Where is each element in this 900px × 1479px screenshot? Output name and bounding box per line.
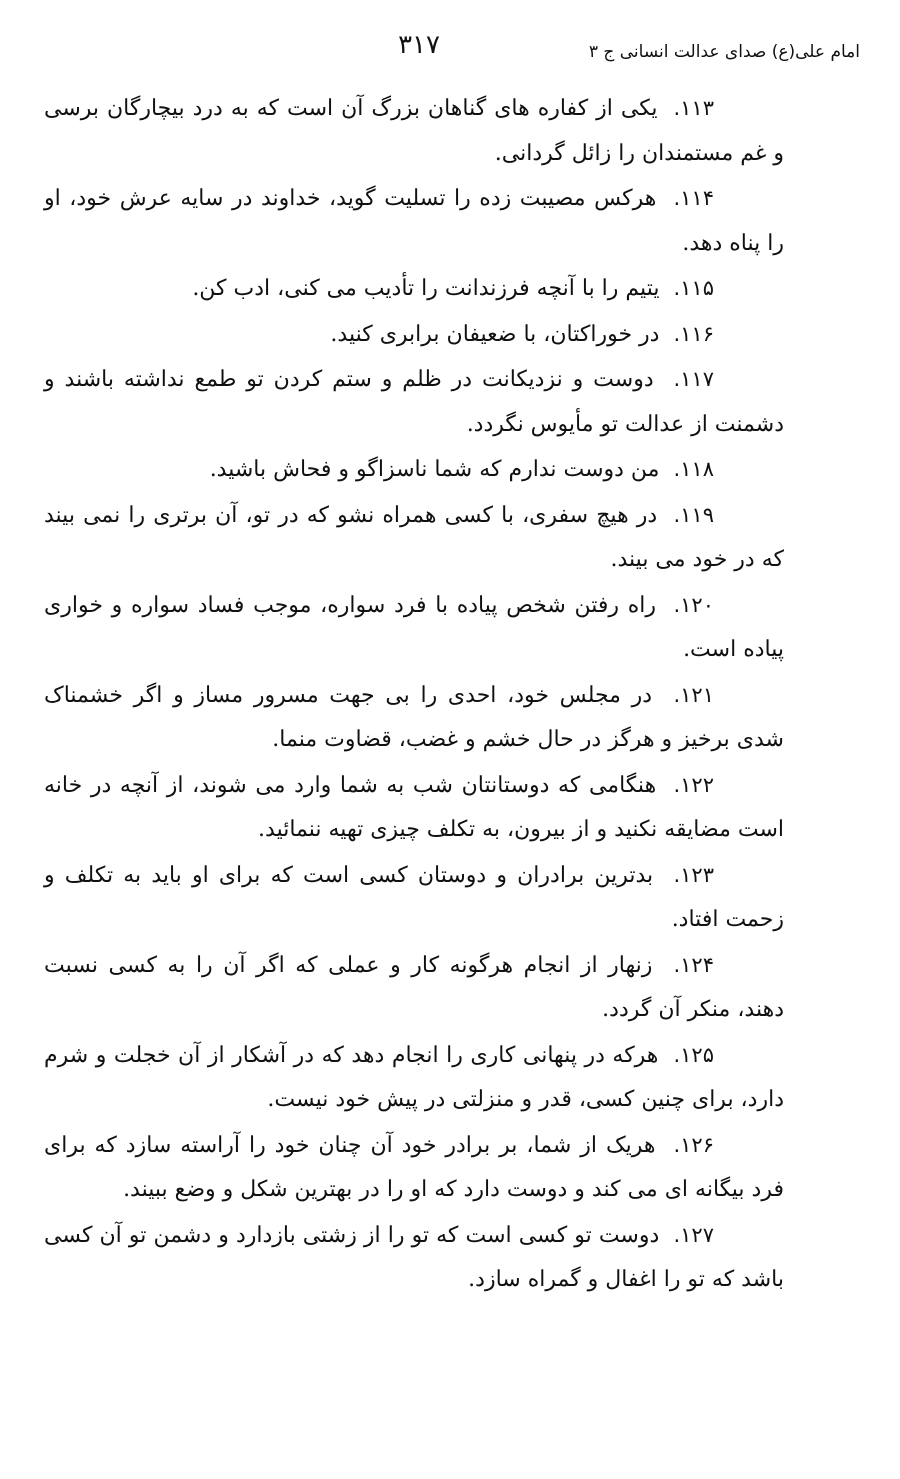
item-text: یتیم را با آنچه فرزندانت را تأدیب می کنی، ادب کن. (192, 276, 660, 301)
saying-115 (44, 266, 784, 312)
item-number: ۱۱۹. (673, 502, 714, 527)
item-number: ۱۱۷. (673, 367, 714, 391)
page-body (44, 86, 784, 1303)
saying-121 (44, 673, 784, 763)
item-text: زنهار از انجام هرگونه کار و عملی که اگر آن را به کسی نسبت دهند، منکر آن گردد. (44, 952, 784, 1022)
item-number: ۱۲۷. (673, 1222, 714, 1247)
item-number: ۱۲۶. (673, 1132, 714, 1157)
item-text: هنگامی که دوستانتان شب به شما وارد می شوند، از آنچه در خانه است مضایقه نکنید و از بیرون، به تکلف چیزی تهیه ننمائید. (44, 772, 784, 842)
saying-120 (44, 583, 784, 673)
saying-125 (44, 1033, 784, 1123)
item-number: ۱۲۱. (673, 682, 714, 707)
item-number: ۱۲۴. (673, 952, 714, 977)
item-number: ۱۱۵. (673, 276, 714, 300)
book-title: امام علی(ع) صدای عدالت انسانی ج ۳ (588, 42, 860, 62)
page-number: ۳۱۷ (398, 30, 440, 60)
item-text: راه رفتن شخص پیاده با فرد سواره، موجب فساد سواره و خواری پیاده است. (44, 592, 784, 662)
item-number: ۱۲۰. (673, 592, 714, 617)
item-text: دوست تو کسی است که تو را از زشتی بازدارد و دشمن تو آن کسی باشد که تو را اغفال و گمراه سازد. (44, 1222, 784, 1292)
saying-126 (44, 1123, 784, 1213)
item-text: در مجلس خود، احدی را بی جهت مسرور مساز و اگر خشمناک شدی برخیز و هرگز در حال خشم و غضب، قضاوت منما. (44, 682, 784, 752)
item-number: ۱۲۵. (673, 1042, 714, 1067)
item-number: ۱۱۸. (673, 457, 714, 481)
saying-122 (44, 763, 784, 853)
item-number: ۱۱۶. (673, 321, 714, 346)
item-number: ۱۲۳. (673, 862, 714, 887)
item-text: من دوست ندارم که شما ناسزاگو و فحاش باشید. (209, 457, 660, 482)
item-number: ۱۲۲. (673, 772, 714, 797)
saying-114 (44, 176, 784, 266)
item-number: ۱۱۴. (673, 186, 714, 210)
item-text: دوست و نزدیکانت در ظلم و ستم کردن تو طمع نداشته باشند و دشمنت از عدالت تو مأیوس نگردد. (44, 367, 784, 437)
page-header (40, 30, 860, 74)
item-text: هریک از شما، بر برادر خود آن چنان خود را آراسته سازد که برای فرد بیگانه ای می کند و دوست دارد که او را در بهترین شکل و وضع ببیند. (44, 1132, 784, 1202)
saying-113 (44, 86, 784, 176)
saying-119 (44, 493, 784, 583)
saying-116 (44, 312, 784, 358)
item-number: ۱۱۳. (673, 96, 714, 120)
saying-127 (44, 1213, 784, 1303)
saying-123 (44, 853, 784, 943)
saying-117 (44, 357, 784, 447)
saying-118 (44, 447, 784, 493)
item-text: بدترین برادران و دوستان کسی است که برای او باید به تکلف و زحمت افتاد. (44, 862, 784, 932)
item-text: هرکه در پنهانی کاری را انجام دهد که در آشکار از آن خجلت و شرم دارد، برای چنین کسی، قدر و منزلتی در پیش خود نیست. (44, 1042, 784, 1112)
item-text: در خوراکتان، با ضعیفان برابری کنید. (330, 321, 660, 347)
item-text: در هیچ سفری، با کسی همراه نشو که در تو، آن برتری را نمی بیند که در خود می بیند. (44, 502, 784, 572)
saying-124 (44, 943, 784, 1033)
item-text: یکی از کفاره های گناهان بزرگ آن است که به درد بیچارگان برسی و غم مستمندان را زائل گردانی. (44, 96, 784, 166)
item-text: هرکس مصیبت زده را تسلیت گوید، خداوند در سایه عرش خود، او را پناه دهد. (44, 186, 784, 256)
